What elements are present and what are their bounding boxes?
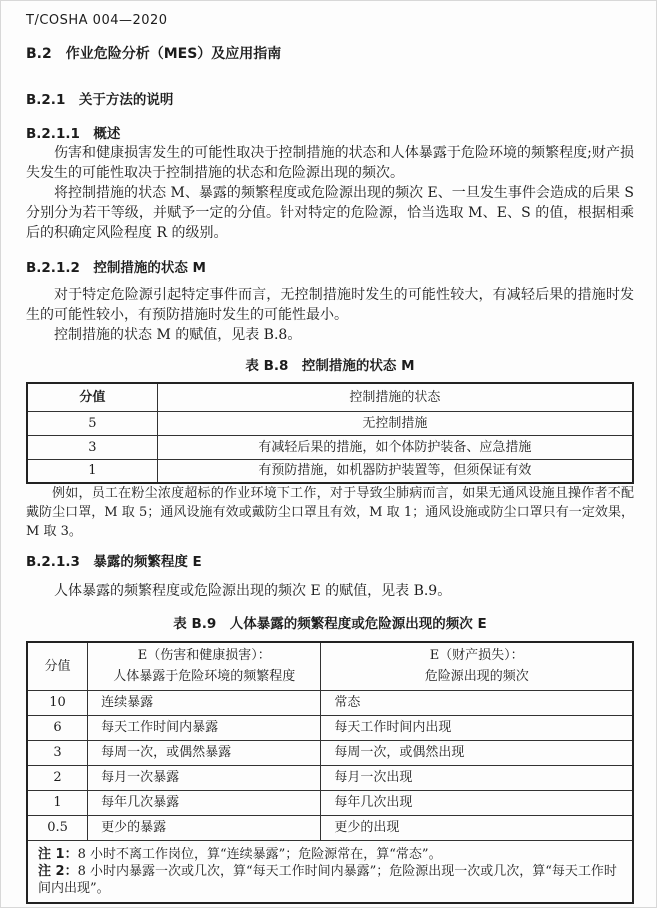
note-2 <box>38 863 622 897</box>
table-b9 <box>26 641 634 904</box>
table-cell-exposure: 每年几次暴露 <box>88 790 321 815</box>
paragraph-b213-1: 人体暴露的频繁程度或危险源出现的频次 E 的赋值，见表 B.9。 <box>54 583 452 599</box>
note-1-text: 8 小时不离工作岗位，算“连续暴露”；危险源常在，算“常态”。 <box>77 846 442 862</box>
table-row <box>27 740 633 765</box>
paragraph-b212-1: 对于特定危险源引起特定事件而言，无控制措施时发生的可能性较大，有减轻后果的措施时发生的可能性较小，有预防措施时发生的可能性最小。 <box>26 287 634 323</box>
table-cell-score: 0.5 <box>27 815 88 840</box>
table-b8-caption: 表 B.8 控制措施的状态 M <box>245 358 415 374</box>
heading-b21: B.2.1 关于方法的说明 <box>26 92 174 108</box>
table-cell-state: 有预防措施，如机器防护装置等，但须保证有效 <box>157 459 633 483</box>
table-cell-exposure: 更少的暴露 <box>88 815 321 840</box>
table-cell-exposure: 连续暴露 <box>88 690 321 715</box>
table-b9-header-exposure <box>88 642 321 690</box>
table-b9-notes <box>27 840 633 903</box>
table-b9-header-row <box>27 642 633 690</box>
table-cell-occurrence: 更少的出现 <box>321 815 633 840</box>
table-b9-caption: 表 B.9 人体暴露的频繁程度或危险源出现的频次 E <box>173 616 487 632</box>
header-line-1: E（伤害和健康损害）： <box>137 648 271 664</box>
table-cell-occurrence: 常态 <box>321 690 633 715</box>
table-cell-score: 6 <box>27 715 88 740</box>
table-cell-score: 5 <box>27 411 157 435</box>
table-cell-score: 1 <box>27 790 88 815</box>
paragraph-b211-1: 伤害和健康损害发生的可能性取决于控制措施的状态和人体暴露于危险环境的频繁程度;财产损失发生的可能性取决于控制措施的状态和危险源出现的频次。 <box>26 145 634 181</box>
table-cell-occurrence: 每天工作时间内出现 <box>321 715 633 740</box>
table-b9-header-occurrence <box>321 642 633 690</box>
standard-number: T/COSHA 004—2020 <box>26 13 168 28</box>
header-line-1: E（财产损失）： <box>429 648 524 664</box>
table-cell-score: 1 <box>27 459 157 483</box>
note-2-label: 注 2： <box>38 863 78 879</box>
heading-b212: B.2.1.2 控制措施的状态 M <box>26 260 206 276</box>
table-cell-score: 10 <box>27 690 88 715</box>
table-row <box>27 435 633 459</box>
table-b8-header-state: 控制措施的状态 <box>157 383 633 411</box>
heading-b2: B.2 作业危险分析（MES）及应用指南 <box>26 46 282 62</box>
table-cell-occurrence: 每年几次出现 <box>321 790 633 815</box>
table-b9-header-score: 分值 <box>27 642 88 690</box>
paragraph-b212-2: 控制措施的状态 M 的赋值，见表 B.8。 <box>54 327 302 343</box>
table-cell-state: 无控制措施 <box>157 411 633 435</box>
table-cell-score: 2 <box>27 765 88 790</box>
table-cell-exposure: 每天工作时间内暴露 <box>88 715 321 740</box>
table-cell-score: 3 <box>27 435 157 459</box>
table-row <box>27 790 633 815</box>
table-cell-score: 3 <box>27 740 88 765</box>
table-b8-header-score: 分值 <box>27 383 157 411</box>
paragraph-b212-example: 例如，员工在粉尘浓度超标的作业环境下工作，对于导致尘肺病而言，如果无通风设施且操作者不配戴防尘口罩，M 取 5；通风设施有效或戴防尘口罩且有效，M 取 1；通风设施或防尘口罩只有一定效果，M 取 3。 <box>26 486 634 539</box>
table-cell-occurrence: 每月一次出现 <box>321 765 633 790</box>
paragraph-b211-2: 将控制措施的状态 M、暴露的频繁程度或危险源出现的频次 E、一旦发生事件会造成的后果 S 分别分为若干等级，并赋予一定的分值。针对特定的危险源，恰当选取 M、E、S 的值，根据相乘后的积确定风险程度 R 的级别。 <box>26 185 634 241</box>
heading-b211: B.2.1.1 概述 <box>26 126 121 142</box>
table-row <box>27 459 633 483</box>
table-cell-occurrence: 每周一次，或偶然出现 <box>321 740 633 765</box>
table-row <box>27 411 633 435</box>
note-2-text: 8 小时内暴露一次或几次，算“每天工作时间内暴露”；危险源出现一次或几次，算“每天工作时间内出现”。 <box>38 863 617 896</box>
table-cell-exposure: 每月一次暴露 <box>88 765 321 790</box>
table-cell-state: 有减轻后果的措施，如个体防护装备、应急措施 <box>157 435 633 459</box>
table-b8 <box>26 382 634 484</box>
note-1-label: 注 1： <box>38 846 78 862</box>
table-row <box>27 715 633 740</box>
heading-b213: B.2.1.3 暴露的频繁程度 E <box>26 554 202 570</box>
note-1 <box>38 846 622 863</box>
header-line-2: 危险源出现的频次 <box>424 669 529 685</box>
table-b8-header-row <box>27 383 633 411</box>
table-cell-exposure: 每周一次，或偶然暴露 <box>88 740 321 765</box>
table-row <box>27 815 633 840</box>
table-notes-row <box>27 840 633 903</box>
table-row <box>27 690 633 715</box>
page-content <box>1 11 656 904</box>
table-row <box>27 765 633 790</box>
header-line-2: 人体暴露于危险环境的频繁程度 <box>113 669 296 685</box>
